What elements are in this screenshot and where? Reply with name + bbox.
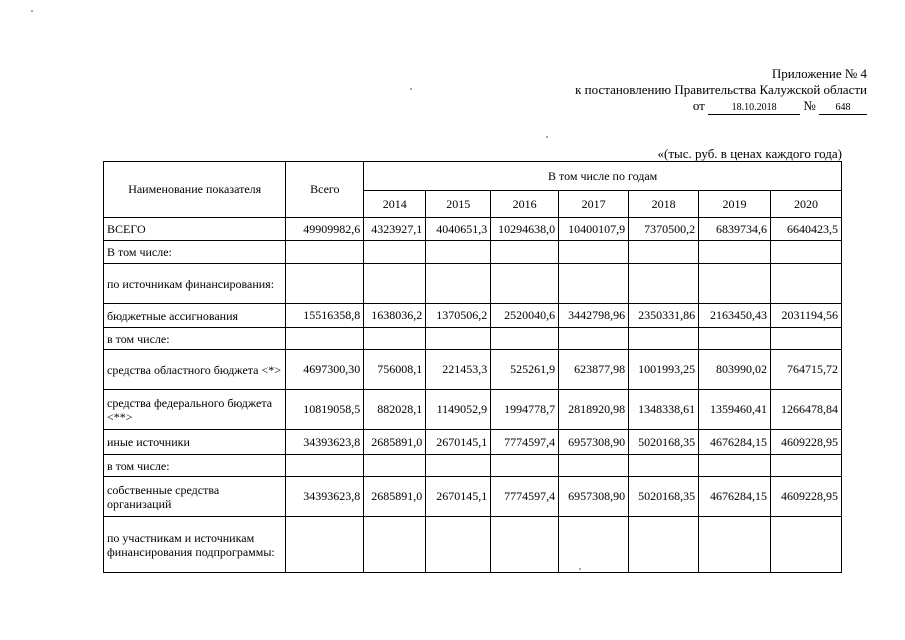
resolution-date: 18.10.2018 bbox=[708, 102, 800, 115]
row-year-value bbox=[771, 264, 842, 304]
resolution-number: 648 bbox=[819, 102, 867, 115]
row-year-value bbox=[364, 517, 426, 573]
scan-speck bbox=[546, 136, 548, 138]
row-year-value bbox=[364, 328, 426, 350]
column-header-year: 2014 bbox=[364, 191, 426, 218]
row-year-value bbox=[629, 264, 699, 304]
row-year-value: 7774597,4 bbox=[491, 430, 559, 455]
column-header-year: 2017 bbox=[559, 191, 629, 218]
row-total: 15516358,8 bbox=[286, 304, 364, 328]
row-year-value bbox=[559, 241, 629, 264]
row-label: в том числе: bbox=[104, 455, 286, 477]
row-year-value bbox=[426, 264, 491, 304]
row-total bbox=[286, 264, 364, 304]
row-year-value bbox=[491, 328, 559, 350]
row-year-value bbox=[559, 517, 629, 573]
row-year-value: 2818920,98 bbox=[559, 390, 629, 430]
column-header-year: 2016 bbox=[491, 191, 559, 218]
table-row bbox=[104, 455, 842, 477]
row-year-value: 623877,98 bbox=[559, 350, 629, 390]
table-row bbox=[104, 264, 842, 304]
row-year-value: 4609228,95 bbox=[771, 430, 842, 455]
row-label: по источникам финансирования: bbox=[104, 264, 286, 304]
column-header-year: 2015 bbox=[426, 191, 491, 218]
row-year-value: 803990,02 bbox=[699, 350, 771, 390]
column-header-year: 2018 bbox=[629, 191, 699, 218]
row-year-value: 6957308,90 bbox=[559, 430, 629, 455]
table-row bbox=[104, 390, 842, 430]
row-year-value: 4609228,95 bbox=[771, 477, 842, 517]
row-total: 34393623,8 bbox=[286, 477, 364, 517]
row-year-value bbox=[629, 328, 699, 350]
row-year-value bbox=[426, 517, 491, 573]
scan-speck bbox=[579, 568, 581, 570]
row-year-value bbox=[426, 455, 491, 477]
table-row bbox=[104, 517, 842, 573]
resolution-date-number bbox=[575, 98, 867, 115]
row-year-value bbox=[426, 241, 491, 264]
row-year-value: 2031194,56 bbox=[771, 304, 842, 328]
row-total: 4697300,30 bbox=[286, 350, 364, 390]
row-year-value: 1266478,84 bbox=[771, 390, 842, 430]
row-label: средства областного бюджета <*> bbox=[104, 350, 286, 390]
row-year-value: 2163450,43 bbox=[699, 304, 771, 328]
row-year-value: 4676284,15 bbox=[699, 430, 771, 455]
row-year-value bbox=[491, 241, 559, 264]
row-year-value: 4676284,15 bbox=[699, 477, 771, 517]
financing-table bbox=[103, 161, 842, 573]
row-year-value: 6839734,6 bbox=[699, 218, 771, 241]
row-year-value: 882028,1 bbox=[364, 390, 426, 430]
row-year-value bbox=[629, 517, 699, 573]
row-year-value: 6640423,5 bbox=[771, 218, 842, 241]
row-year-value bbox=[629, 455, 699, 477]
row-year-value: 1001993,25 bbox=[629, 350, 699, 390]
row-label: В том числе: bbox=[104, 241, 286, 264]
row-year-value: 7370500,2 bbox=[629, 218, 699, 241]
row-year-value bbox=[364, 264, 426, 304]
row-label: ВСЕГО bbox=[104, 218, 286, 241]
row-year-value bbox=[699, 517, 771, 573]
row-year-value bbox=[699, 264, 771, 304]
row-year-value bbox=[559, 455, 629, 477]
row-year-value bbox=[771, 241, 842, 264]
column-header-years-group: В том числе по годам bbox=[364, 162, 842, 191]
row-year-value: 6957308,90 bbox=[559, 477, 629, 517]
row-year-value bbox=[771, 328, 842, 350]
row-year-value: 2685891,0 bbox=[364, 477, 426, 517]
row-label: в том числе: bbox=[104, 328, 286, 350]
resolution-reference: к постановлению Правительства Калужской области bbox=[575, 82, 867, 97]
row-year-value bbox=[699, 241, 771, 264]
table-header-row bbox=[104, 162, 842, 191]
row-year-value: 525261,9 bbox=[491, 350, 559, 390]
table-row bbox=[104, 477, 842, 517]
row-year-value: 756008,1 bbox=[364, 350, 426, 390]
row-year-value: 2520040,6 bbox=[491, 304, 559, 328]
row-year-value: 221453,3 bbox=[426, 350, 491, 390]
row-year-value: 2350331,86 bbox=[629, 304, 699, 328]
row-year-value: 2670145,1 bbox=[426, 430, 491, 455]
row-year-value bbox=[364, 241, 426, 264]
row-year-value: 5020168,35 bbox=[629, 430, 699, 455]
column-header-year: 2020 bbox=[771, 191, 842, 218]
row-year-value: 2685891,0 bbox=[364, 430, 426, 455]
row-year-value bbox=[771, 455, 842, 477]
table-row bbox=[104, 218, 842, 241]
row-total: 10819058,5 bbox=[286, 390, 364, 430]
table-row bbox=[104, 304, 842, 328]
row-total bbox=[286, 241, 364, 264]
units-note: «(тыс. руб. в ценах каждого года) bbox=[657, 146, 842, 161]
table-row bbox=[104, 241, 842, 264]
row-year-value: 1149052,9 bbox=[426, 390, 491, 430]
row-year-value: 2670145,1 bbox=[426, 477, 491, 517]
row-year-value bbox=[559, 328, 629, 350]
row-year-value bbox=[491, 455, 559, 477]
column-header-total: Всего bbox=[286, 162, 364, 218]
table-row bbox=[104, 350, 842, 390]
row-year-value bbox=[699, 328, 771, 350]
row-year-value bbox=[364, 455, 426, 477]
row-total: 49909982,6 bbox=[286, 218, 364, 241]
row-year-value: 764715,72 bbox=[771, 350, 842, 390]
document-header bbox=[575, 66, 867, 115]
row-year-value bbox=[699, 455, 771, 477]
row-year-value bbox=[629, 241, 699, 264]
row-year-value: 7774597,4 bbox=[491, 477, 559, 517]
table-row bbox=[104, 430, 842, 455]
row-year-value: 10294638,0 bbox=[491, 218, 559, 241]
row-year-value: 1638036,2 bbox=[364, 304, 426, 328]
row-label: по участникам и источникам финансирования подпрограммы: bbox=[104, 517, 286, 573]
row-year-value: 4323927,1 bbox=[364, 218, 426, 241]
row-year-value: 1359460,41 bbox=[699, 390, 771, 430]
column-header-name: Наименование показателя bbox=[104, 162, 286, 218]
appendix-title: Приложение № 4 bbox=[771, 66, 867, 81]
row-total bbox=[286, 517, 364, 573]
from-label: от bbox=[692, 98, 705, 113]
number-label: № bbox=[803, 98, 816, 113]
row-year-value: 1370506,2 bbox=[426, 304, 491, 328]
row-label: бюджетные ассигнования bbox=[104, 304, 286, 328]
row-total: 34393623,8 bbox=[286, 430, 364, 455]
row-year-value: 1348338,61 bbox=[629, 390, 699, 430]
table-row bbox=[104, 328, 842, 350]
row-year-value: 3442798,96 bbox=[559, 304, 629, 328]
row-year-value bbox=[426, 328, 491, 350]
row-year-value bbox=[559, 264, 629, 304]
row-year-value bbox=[491, 517, 559, 573]
row-year-value: 4040651,3 bbox=[426, 218, 491, 241]
scan-speck bbox=[31, 10, 33, 12]
row-label: средства федерального бюджета <**> bbox=[104, 390, 286, 430]
table-body bbox=[104, 218, 842, 573]
scan-speck bbox=[410, 88, 412, 90]
row-year-value: 5020168,35 bbox=[629, 477, 699, 517]
row-year-value: 10400107,9 bbox=[559, 218, 629, 241]
row-year-value bbox=[491, 264, 559, 304]
row-label: иные источники bbox=[104, 430, 286, 455]
row-total bbox=[286, 328, 364, 350]
row-label: собственные средства организаций bbox=[104, 477, 286, 517]
column-header-year: 2019 bbox=[699, 191, 771, 218]
row-year-value bbox=[771, 517, 842, 573]
row-total bbox=[286, 455, 364, 477]
row-year-value: 1994778,7 bbox=[491, 390, 559, 430]
